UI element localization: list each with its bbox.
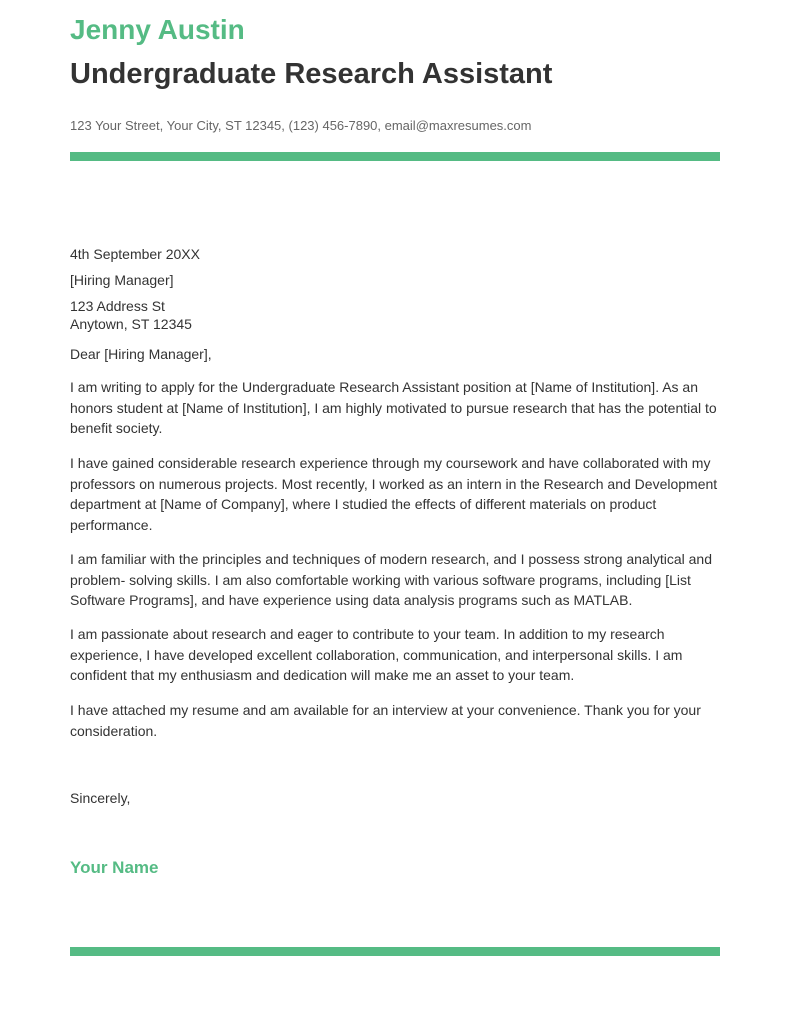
body-paragraph-1: I am writing to apply for the Undergraduate Research Assistant position at [Name of Institution]. As an honors student at [Name of Institution], I am highly motivated to pursue research that has the potential to benefit society.: [70, 379, 717, 437]
body-paragraph-3: I am familiar with the principles and techniques of modern research, and I possess strong analytical and problem- solving skills. I am also comfortable working with various software programs, including [List Software Programs], and have experience using data analysis programs such as MATLAB.: [70, 551, 713, 609]
body-paragraph-5: I have attached my resume and am available for an interview at your convenience. Thank you for your consideration.: [70, 702, 701, 739]
salutation: Dear [Hiring Manager],: [70, 346, 212, 362]
contact-info: 123 Your Street, Your City, ST 12345, (123) 456-7890, email@maxresumes.com: [70, 118, 532, 133]
bottom-divider-bar: [70, 947, 720, 956]
recipient-address: [70, 297, 192, 333]
body-paragraph-2: I have gained considerable research experience through my coursework and have collaborated with my professors on numerous projects. Most recently, I worked as an intern in the Research and Development department at [Name of Company], where I studied the effects of different materials on product performance.: [70, 455, 718, 534]
job-title: Undergraduate Research Assistant: [70, 58, 553, 90]
body-paragraph-4: I am passionate about research and eager to contribute to your team. In addition to my research experience, I have developed excellent collaboration, communication, and interpersonal skills. I am confident that my enthusiasm and dedication will make me an asset to your team.: [70, 626, 683, 684]
top-divider-bar: [70, 152, 720, 161]
letter-date: 4th September 20XX: [70, 246, 200, 262]
address-line-1: 123 Address St: [70, 298, 165, 314]
recipient-name: [Hiring Manager]: [70, 272, 174, 288]
closing: Sincerely,: [70, 790, 131, 806]
address-line-2: Anytown, ST 12345: [70, 316, 192, 332]
signature-name: Your Name: [70, 858, 159, 877]
applicant-name: Jenny Austin: [70, 14, 245, 45]
